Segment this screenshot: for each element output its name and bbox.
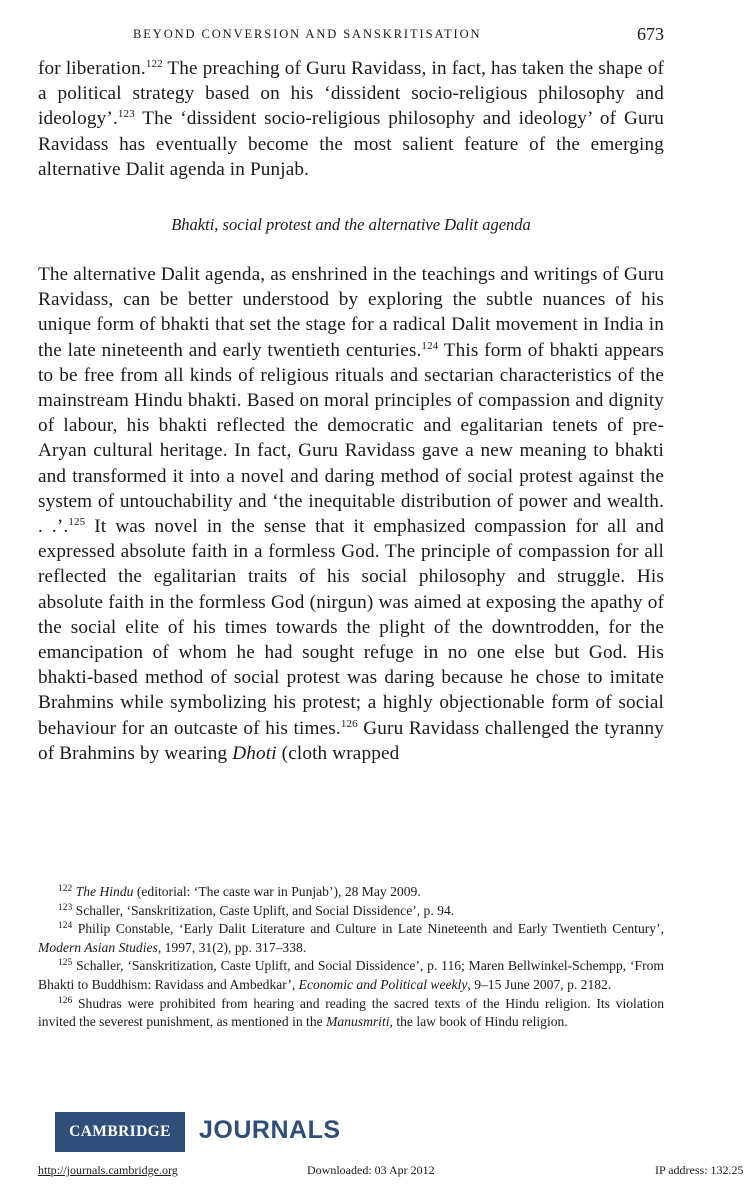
footnote-number: 124 (58, 921, 73, 932)
text: Guru Ravidass challenged the tyranny of Brahmins by wearing (38, 717, 664, 764)
text: for liberation. (38, 58, 146, 79)
text: Shudras were prohibited from hearing and reading the sacred texts of the Hindu religion. Its violation invited the severest punishment, as mentioned in the (38, 995, 664, 1030)
download-footer (0, 1163, 750, 1183)
page-number: 673 (637, 24, 664, 44)
footnote-126 (38, 995, 664, 1032)
cambridge-journals-logo[interactable] (55, 1112, 345, 1152)
footnote-number: 122 (58, 884, 73, 894)
footnote-ref-124[interactable]: 124 (421, 339, 439, 352)
ip-address: IP address: 132.25 (655, 1163, 744, 1177)
footnote-122 (38, 883, 664, 902)
text: Schaller, ‘Sanskritization, Caste Uplift, and Social Dissidence’, p. 94. (75, 902, 455, 918)
italic-term: Dhoti (232, 742, 277, 764)
footnote-number: 125 (58, 958, 73, 969)
footnote-ref-122[interactable]: 122 (145, 58, 163, 70)
text: Philip Constable, ‘Early Dalit Literature and Culture in Late Nineteenth and Early Twentieth Century’, (77, 921, 665, 937)
text: The alternative Dalit agenda, as enshrined in the teachings and writings of Guru Ravidass, can be better understood by exploring the subtle nuances of his unique form of bhakti that set the stage for a radical Dalit movement in India in the late nineteenth and early twentieth centuries. (38, 264, 664, 361)
cambridge-wordmark: CAMBRIDGE (55, 1112, 185, 1152)
footnotes (38, 883, 664, 1032)
footnote-124 (38, 920, 664, 957)
text: (editorial: ‘The caste war in Punjab’), 28 May 2009. (133, 884, 421, 899)
section-heading: Bhakti, social protest and the alternative Dalit agenda (171, 215, 531, 234)
text: (cloth wrapped (276, 742, 400, 764)
running-title: BEYOND CONVERSION AND SANSKRITISATION (133, 27, 482, 41)
journals-wordmark: JOURNALS (199, 1116, 341, 1144)
footnote-125 (38, 957, 664, 994)
text: This form of bhakti appears to be free from all kinds of religious rituals and sectarian characteristics of the mainstream Hindu bhakti. Based on moral principles of compassion and dignity of labour, his bhakti reflected the democratic and egalitarian tenets of pre-Aryan cultural heritage. In fact, Guru Ravidass gave a new meaning to bhakti and transformed it into a novel and daring method of social protest against the system of untouchability and ‘the inequitable distribution of power and wealth. . .’. (38, 339, 664, 538)
text: , 1997, 31(2), pp. 317–338. (157, 939, 307, 955)
text: The preaching of Guru Ravidass, in fact, has taken the shape of a political strategy based on his ‘dissident socio-religious philosophy and ideology’. (38, 58, 664, 130)
text: It was novel in the sense that it emphasized compassion for all and expressed absolute faith in a formless God. The principle of compassion for all reflected the egalitarian traits of his social philosophy and struggle. His absolute faith in the formless God (nirgun) was aimed at exposing the apathy of the social elite of his times towards the plight of the downtrodden, for the emancipation of whom he had sought refuge in no one else but God. His bhakti-based method of social protest was daring because he chose to imitate Brahmins while symbolizing his protest; a highly objectionable form of social behaviour for an outcaste of his times. (38, 516, 664, 739)
italic-title: The Hindu (75, 884, 134, 899)
footnote-ref-126[interactable]: 126 (340, 717, 358, 730)
text: The ‘dissident socio-religious philosophy and ideology’ of Guru Ravidass has eventually become the most salient feature of the emerging alternative Dalit agenda in Punjab. (38, 108, 664, 180)
italic-title: Economic and Political weekly (298, 976, 468, 992)
footnote-ref-125[interactable]: 125 (68, 516, 86, 529)
italic-title: Modern Asian Studies (38, 939, 158, 955)
paragraph-1 (38, 56, 664, 182)
italic-title: Manusmriti (326, 1014, 390, 1030)
footnote-123 (38, 902, 664, 921)
footnote-number: 123 (58, 902, 73, 913)
text: , 9–15 June 2007, p. 2182. (467, 976, 612, 992)
footnote-number: 126 (58, 995, 73, 1006)
journals-link[interactable]: http://journals.cambridge.org (38, 1163, 178, 1177)
paragraph-2 (38, 262, 664, 766)
text: , the law book of Hindu religion. (389, 1014, 568, 1030)
footnote-ref-123[interactable]: 123 (117, 108, 135, 121)
text: Schaller, ‘Sanskritization, Caste Uplift, and Social Dissidence’, p. 116; Maren Bellwinkel-Schempp, ‘From Bhakti to Buddhism: Ravidass and Ambedkar’, (38, 958, 665, 992)
download-date: Downloaded: 03 Apr 2012 (307, 1163, 435, 1177)
running-header (38, 24, 666, 46)
